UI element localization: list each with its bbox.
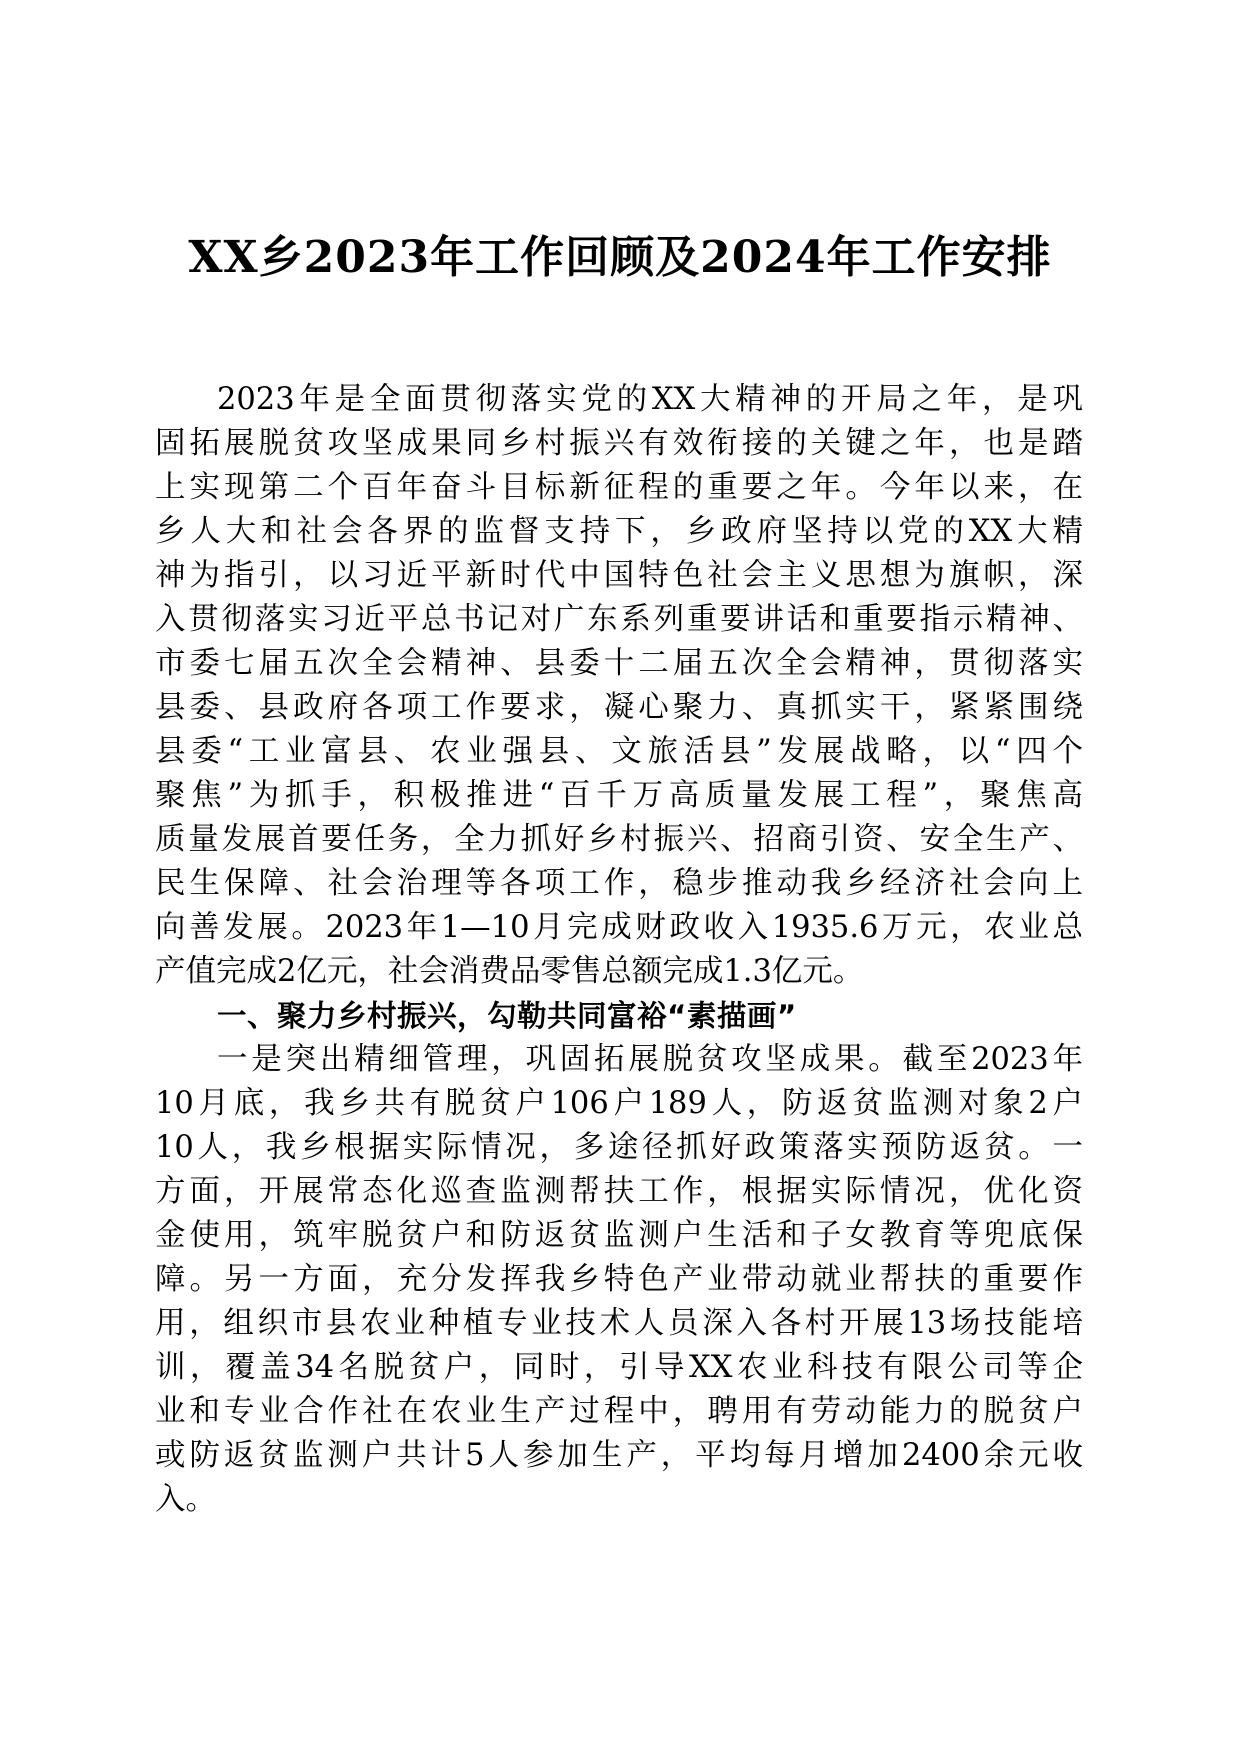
text-line: 障。另一方面，充分发挥我乡特色产业带动就业帮扶的重要作: [155, 1262, 1083, 1297]
text-line: 10月底，我乡共有脱贫户106户189人，防返贫监测对象2户: [155, 1086, 1083, 1121]
text-line: 上实现第二个百年奋斗目标新征程的重要之年。今年以来，在: [155, 470, 1083, 505]
text-line: 入。: [155, 1482, 216, 1517]
text-line: 聚焦”为抓手，积极推进“百千万高质量发展工程”，聚焦高: [155, 778, 1083, 813]
text-line: 业和专业合作社在农业生产过程中，聘用有劳动能力的脱贫户: [155, 1394, 1083, 1429]
text-line: 用，组织市县农业种植专业技术人员深入各村开展13场技能培: [155, 1306, 1083, 1341]
text-line: 市委七届五次全会精神、县委十二届五次全会精神，贯彻落实: [155, 646, 1083, 681]
text-line: 方面，开展常态化巡查监测帮扶工作，根据实际情况，优化资: [155, 1174, 1083, 1209]
text-line: 质量发展首要任务，全力抓好乡村振兴、招商引资、安全生产、: [155, 822, 1083, 857]
text-line: 2023年是全面贯彻落实党的XX大精神的开局之年，是巩: [217, 382, 1083, 417]
text-line: 固拓展脱贫攻坚成果同乡村振兴有效衔接的关键之年，也是踏: [155, 426, 1083, 461]
text-line: 乡人大和社会各界的监督支持下，乡政府坚持以党的XX大精: [155, 514, 1083, 549]
text-line: 县委“工业富县、农业强县、文旅活县”发展战略，以“四个: [155, 734, 1083, 769]
section-heading: 一、聚力乡村振兴，勾勒共同富裕“素描画”: [217, 999, 797, 1033]
text-line: 向善发展。2023年1—10月完成财政收入1935.6万元，农业总: [155, 910, 1083, 945]
text-line: 金使用，筑牢脱贫户和防返贫监测户生活和子女教育等兜底保: [155, 1218, 1083, 1253]
text-line: 或防返贫监测户共计5人参加生产，平均每月增加2400余元收: [155, 1438, 1083, 1473]
paragraph-section1: [155, 1038, 1083, 1522]
paragraph-intro: [155, 378, 1083, 994]
text-line: 10人，我乡根据实际情况，多途径抓好政策落实预防返贫。一: [155, 1130, 1083, 1165]
document-title: XX乡2023年工作回顾及2024年工作安排: [188, 232, 1052, 283]
document-body: [155, 378, 1083, 1522]
text-line: 民生保障、社会治理等各项工作，稳步推动我乡经济社会向上: [155, 866, 1083, 901]
text-line: 一是突出精细管理，巩固拓展脱贫攻坚成果。截至2023年: [217, 1042, 1083, 1077]
text-line: 入贯彻落实习近平总书记对广东系列重要讲话和重要指示精神、: [155, 602, 1083, 637]
text-line: 产值完成2亿元，社会消费品零售总额完成1.3亿元。: [155, 954, 864, 989]
text-line: 神为指引，以习近平新时代中国特色社会主义思想为旗帜，深: [155, 558, 1083, 593]
text-line: 训，覆盖34名脱贫户，同时，引导XX农业科技有限公司等企: [155, 1350, 1083, 1385]
text-line: 县委、县政府各项工作要求，凝心聚力、真抓实干，紧紧围绕: [155, 690, 1083, 725]
